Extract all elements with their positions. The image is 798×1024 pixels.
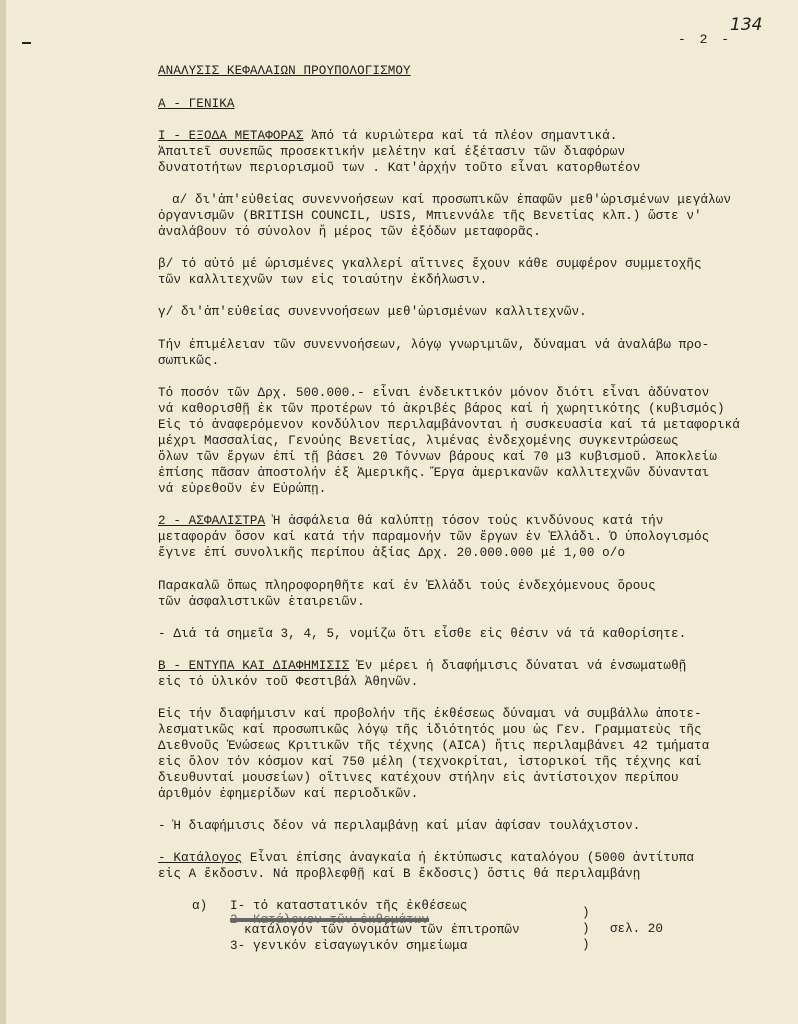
catalog-item-3: 3- γενικόν εἰσαγωγικόν σημείωμα: [230, 939, 468, 953]
s1-line-1: [158, 128, 617, 144]
document-title: ΑΝΑΛΥΣΙΣ ΚΕΦΑΛΑΙΩΝ ΠΡΟΥΠΟΛΟΓΙΣΜΟΥ: [158, 64, 411, 78]
s2-line-2: μεταφοράν ὅσον καί κατά τήν παραμονήν τῶν ἔργων ἐν Ἑλλάδι. Ὁ ὑπολογισμός: [158, 530, 710, 544]
s2-line-1: [158, 513, 663, 529]
s1-label: Ι - ΕΞΟΔΑ ΜΕΤΑΦΟΡΑΣ: [158, 129, 304, 143]
s2-text-1: Ἡ ἀσφάλεια θά καλύπτῃ τόσον τούς κινδύνους κατά τήν: [272, 514, 664, 528]
pe-line-5: ὅλων τῶν ἔργων ἐπί τῇ βάσει 20 Τόννων βάρους καί 70 μ3 κυβισμοῦ. Ἀποκλείω: [158, 450, 717, 464]
catalog-label: - Κατάλογος: [158, 851, 243, 865]
pa-line-2: ὀργανισμῶν (BRITISH COUNCIL, USIS, Μπιεννάλε τῆς Βενετίας κλπ.) ὥστε ν': [158, 209, 702, 223]
catalog-line-1: [158, 850, 694, 866]
pg-line-1: - Διά τά σημεῖα 3, 4, 5, νομίζω ὅτι εἶσθε εἰς θέσιν νά τά καθορίσητε.: [158, 627, 687, 641]
pe-line-6: ἐπίσης πᾶσαν ἀποστολήν ἐξ Ἀμερικῆς. Ἔργα ἀμερικανῶν καλλιτεχνῶν δύνανται: [158, 466, 710, 480]
ph-line-4: εἰς ὅλον τόν κόσμον καί 750 μέλη (τεχνοκρίται, ἱστορικοί τῆς τέχνης καί: [158, 755, 702, 769]
s1-line-3: δυνατοτήτων περιορισμοῦ των . Κατ'ἀρχήν τοῦτο εἶναι κατορθωτέον: [158, 161, 641, 175]
margin-hole-mark: [22, 42, 31, 44]
catalog-line-2: εἰς Α ἔκδοσιν. Νά προβλεφθῇ καί Β ἔκδοσις) ὅστις θά περιλαμβάνῃ: [158, 867, 641, 881]
sb-line-1: [158, 658, 686, 674]
catalog-text-1: Εἶναι ἐπίσης ἀναγκαία ἡ ἐκτύπωσις καταλόγου (5000 ἀντίτυπα: [249, 851, 695, 865]
page-number: - 2 -: [678, 32, 733, 47]
pf-line-1: Παρακαλῶ ὅπως πληροφορηθῆτε καί ἐν Ἑλλάδι τούς ἐνδεχόμενους ὅρους: [158, 579, 656, 593]
s1-line-2: Ἀπαιτεῖ συνεπῶς προσεκτικήν μελέτην καί ἐξέτασιν τῶν διαφόρων: [158, 145, 626, 159]
pe-line-1: Τό ποσόν τῶν Δρχ. 500.000.- εἶναι ἐνδεικτικόν μόνον διότι εἶναι ἀδύνατον: [158, 386, 710, 400]
pi-line-1: - Ἡ διαφήμισις δέον νά περιλαμβάνῃ καί μίαν ἀφίσαν τουλάχιστον.: [158, 819, 641, 833]
catalog-list-label: α): [192, 899, 208, 913]
pe-line-3: Εἰς τό ἀναφερόμενον κονδύλιον περιλαμβάνονται ἡ συσκευασία καί τά μεταφορικά: [158, 418, 740, 432]
bracket-3: ): [582, 938, 590, 952]
ph-line-2: λεσματικῶς καί προσωπικῶς λόγῳ τῆς ἰδιότητός μου ὡς Γεν. Γραμματεὺς τῆς: [158, 723, 702, 737]
sb-line-2: εἰς τό ὑλικόν τοῦ Φεστιβάλ Ἀθηνῶν.: [158, 675, 419, 689]
bracket-2: ): [582, 922, 590, 936]
pb-line-1: β/ τό αὐτό μέ ὡρισμένες γκαλλερί αἵτινες ἔχουν κάθε συμφέρον συμμετοχῆς: [158, 257, 702, 271]
catalog-item-2: κατάλογον τῶν ὀνομάτων τῶν ἐπιτροπῶν: [244, 923, 520, 937]
pc-line-1: γ/ δι'ἀπ'εὐθείας συνεννοήσεων μεθ'ὡρισμένων καλλιτεχνῶν.: [158, 305, 587, 319]
ph-line-5: διευθυνταί μουσείων) οἵτινες κατέχουν στήλην εἰς ἀντίστοιχον περίπου: [158, 771, 679, 785]
pe-line-7: νά εὑρεθοῦν ἐν Εὐρώπῃ.: [158, 482, 327, 496]
s2-line-3: ἔγινε ἐπί συνολικῆς περίπου ἀξίας Δρχ. 20.000.000 μέ 1,00 ο/ο: [158, 546, 626, 560]
handwritten-page-number: 134: [730, 15, 763, 35]
s1-text-1: Ἀπό τά κυριώτερα καί τά πλέον σημαντικά.: [311, 129, 618, 143]
catalog-item-1: Ι- τό καταστατικόν τῆς ἐκθέσεως: [230, 899, 468, 913]
pb-line-2: τῶν καλλιτεχνῶν των εἰς τοιαύτην ἐκδήλωσιν.: [158, 273, 488, 287]
ph-line-1: Εἰς τήν διαφήμισιν καί προβολήν τῆς ἐκθέσεως δύναμαι νά συμβάλλω ἀποτε-: [158, 707, 702, 721]
sb-text-1: Ἐν μέρει ἡ διαφήμισις δύναται νά ἐνσωματωθῇ: [357, 659, 687, 673]
s2-label: 2 - ΑΣΦΑΛΙΣΤΡΑ: [158, 514, 266, 528]
pf-line-2: τῶν ἀσφαλιστικῶν ἑταιρειῶν.: [158, 595, 365, 609]
bracket-1: ): [582, 906, 590, 920]
ph-line-3: Διεθνοῦς Ἑνώσεως Κριτικῶν τῆς τέχνης (AICA) ἥτις περιλαμβάνει 42 τμήματα: [158, 739, 710, 753]
pa-line-3: ἀναλάβουν τό σύνολον ἤ μέρος τῶν ἐξόδων μεταφορᾶς.: [158, 225, 541, 239]
pd-line-2: σωπικῶς.: [158, 354, 220, 368]
ph-line-6: ἀριθμόν ἐφημερίδων καί περιοδικῶν.: [158, 787, 419, 801]
page-reference: σελ. 20: [610, 922, 663, 936]
pe-line-4: μέχρι Μασσαλίας, Γενούης Βενετίας, λιμένας ἐνδεχομένης συγκεντρώσεως: [158, 434, 679, 448]
pe-line-2: νά καθορισθῇ ἐκ τῶν προτέρων τό ἀκριβές βάρος καί ἡ χωρητικότης (κυβισμός): [158, 402, 725, 416]
catalog-item-2-struck: 2- Κατάλογον τῶν ἐκθεμάτων: [230, 913, 430, 927]
pa-line-1: α/ δι'ἀπ'εὐθείας συνεννοήσεων καί προσωπικῶν ἐπαφῶν μεθ'ὡρισμένων μεγάλων: [172, 193, 731, 207]
page-edge-shadow: [0, 0, 6, 1024]
section-a-heading: Α - ΓΕΝΙΚΑ: [158, 97, 235, 111]
section-b-label: Β - ΕΝΤΥΠΑ ΚΑΙ ΔΙΑΦΗΜΙΣΙΣ: [158, 659, 350, 673]
pd-line-1: Τήν ἐπιμέλειαν τῶν συνεννοήσεων, λόγῳ γνωριμιῶν, δύναμαι νά ἀναλάβω προ-: [158, 338, 710, 352]
